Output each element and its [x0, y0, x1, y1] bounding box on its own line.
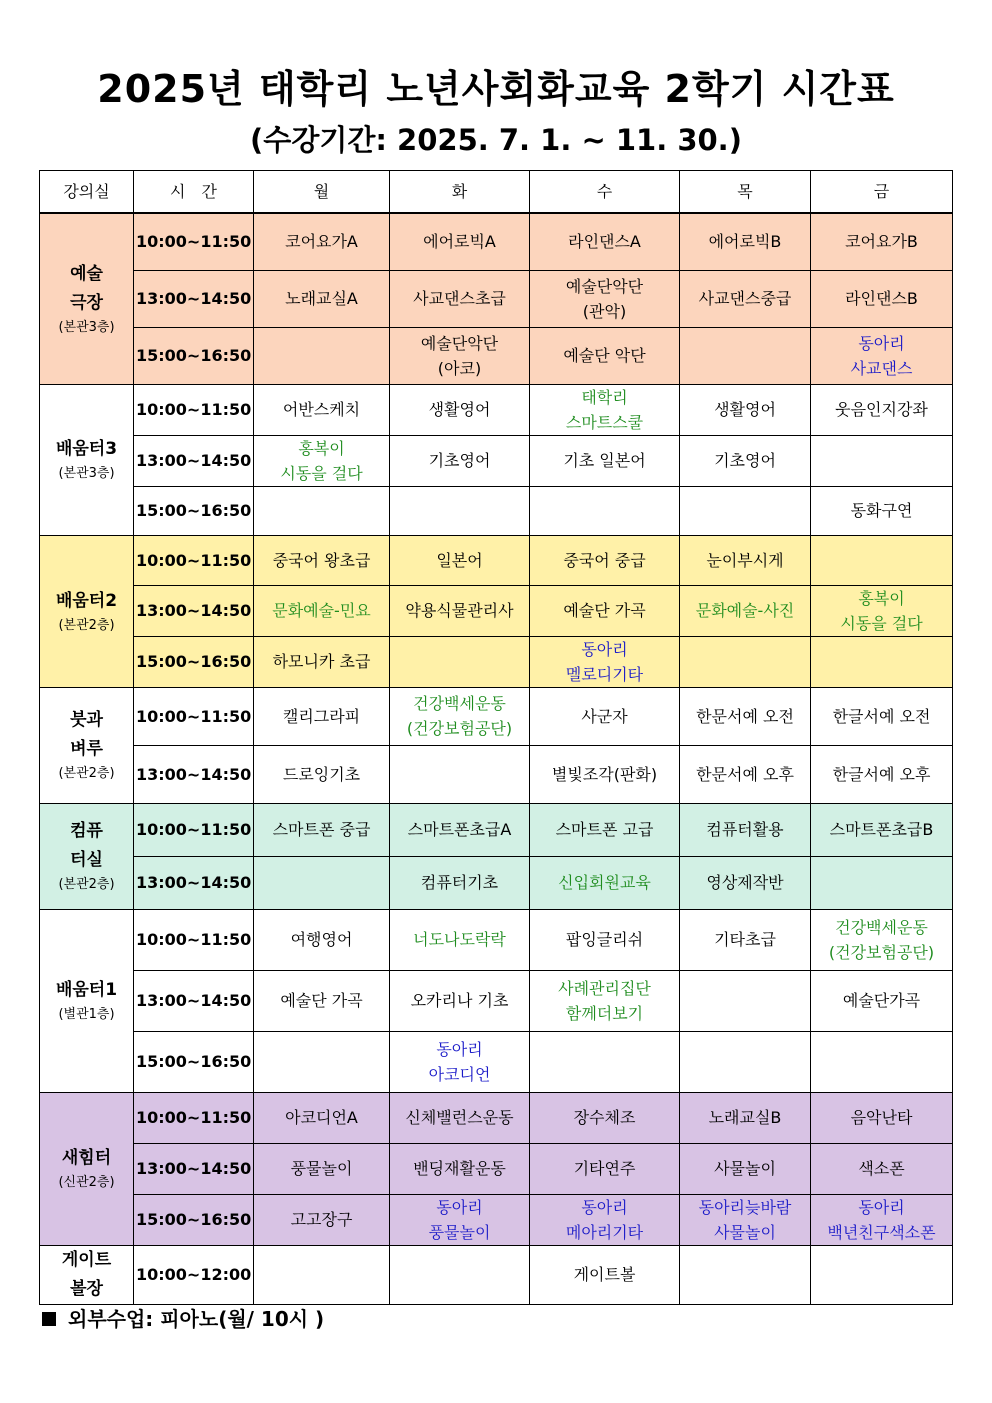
class-cell-mon: [254, 1194, 390, 1245]
class-name-line: 코어요가A: [285, 232, 358, 252]
class-name-line: 기초 일본어: [563, 451, 646, 470]
class-name-line: 예술단가곡: [842, 991, 921, 1010]
class-cell-thu: [680, 636, 811, 687]
class-cell-wed: [530, 486, 680, 535]
room-name-line: 볼장: [70, 1278, 103, 1299]
class-cell-tue: [390, 970, 530, 1031]
class-name-line: 하모니카 초급: [272, 652, 371, 671]
time-slot: 10:00~11:50: [134, 909, 254, 970]
room-name-line: 벼루: [70, 739, 103, 759]
class-cell-wed: [530, 535, 680, 585]
class-cell-wed: [530, 909, 680, 970]
class-cell-wed: [530, 1031, 680, 1092]
room-name-cell: [40, 1245, 134, 1304]
class-name-line: 아코디언A: [285, 1108, 358, 1127]
class-cell-mon: [254, 1031, 390, 1092]
class-name-line: 아코디언: [428, 1064, 491, 1084]
class-cell-mon: [254, 636, 390, 687]
class-name-line: 스마트폰초급A: [407, 820, 512, 839]
class-name-line: 드로잉기초: [282, 764, 361, 784]
room-name-line: 배움터3: [55, 439, 118, 459]
class-name-line: 기타초급: [714, 930, 776, 949]
class-cell-thu: [680, 1245, 811, 1304]
time-slot: 15:00~16:50: [134, 486, 254, 535]
class-name-line: 기타연주: [573, 1159, 636, 1178]
class-name-line: 일본어: [436, 550, 483, 570]
room-name-line: 극장: [70, 292, 103, 313]
class-name-line: 사례관리집단: [558, 978, 651, 998]
time-slot: 15:00~16:50: [134, 1031, 254, 1092]
class-name-line: 태학리: [581, 387, 628, 407]
class-name-line: 멜로디기타: [565, 664, 644, 684]
class-cell-fri: [811, 535, 953, 585]
class-cell-tue: [390, 1194, 530, 1245]
class-cell-fri: [811, 213, 953, 270]
header-wed: 수: [530, 171, 680, 214]
class-name-line: (건강보험공단): [828, 942, 935, 962]
class-name-line: 문화예술-사진: [695, 601, 795, 620]
class-cell-tue: [390, 384, 530, 435]
time-slot: 13:00~14:50: [134, 270, 254, 327]
class-name-line: (관악): [582, 301, 627, 321]
class-cell-thu: [680, 970, 811, 1031]
class-name-line: 장수체조: [573, 1108, 636, 1127]
class-cell-wed: [530, 327, 680, 384]
room-floor: (본관2층): [58, 877, 115, 892]
class-cell-tue: [390, 486, 530, 535]
class-cell-thu: [680, 1143, 811, 1194]
class-cell-thu: [680, 384, 811, 435]
class-name-line: 색소폰: [858, 1159, 905, 1178]
class-cell-tue: [390, 585, 530, 636]
class-name-line: 여행영어: [290, 930, 353, 949]
class-cell-thu: [680, 270, 811, 327]
class-name-line: 스마트폰 고급: [555, 820, 654, 839]
class-name-line: 영상제작반: [706, 873, 784, 892]
class-cell-fri: [811, 745, 953, 803]
class-cell-thu: [680, 909, 811, 970]
class-cell-fri: [811, 486, 953, 535]
class-cell-fri: [811, 909, 953, 970]
course-period: (수강기간: 2025. 7. 1. ~ 11. 30.): [250, 123, 742, 157]
room-name-line: 컴퓨: [70, 821, 103, 841]
class-cell-thu: [680, 687, 811, 745]
room-name-line: 게이트: [61, 1249, 112, 1270]
class-cell-wed: [530, 745, 680, 803]
room-name-cell: [40, 535, 134, 687]
class-name-line: 홍복이: [858, 588, 905, 608]
class-name-line: 예술단악단: [420, 333, 499, 353]
header-room: 강의실: [40, 171, 134, 214]
external-class-text: 외부수업: 피아노(월/ 10시 ): [68, 1307, 325, 1331]
class-cell-wed: [530, 435, 680, 486]
class-name-line: 동아리: [858, 333, 905, 353]
class-name-line: 라인댄스A: [568, 232, 641, 252]
class-cell-thu: [680, 1194, 811, 1245]
class-name-line: 한글서예 오후: [832, 764, 931, 784]
room-floor: (별관1층): [58, 1007, 115, 1022]
room-name-cell: [40, 384, 134, 535]
table-row: [40, 435, 953, 486]
class-name-line: 생활영어: [428, 400, 491, 419]
class-cell-fri: [811, 687, 953, 745]
class-name-line: 한글서예 오전: [832, 706, 931, 726]
class-cell-mon: [254, 327, 390, 384]
class-cell-fri: [811, 585, 953, 636]
class-cell-mon: [254, 486, 390, 535]
class-cell-mon: [254, 435, 390, 486]
class-cell-fri: [811, 1092, 953, 1143]
class-name-line: 웃음인지강좌: [835, 400, 928, 419]
class-name-line: 풍물놀이: [290, 1159, 353, 1178]
class-cell-fri: [811, 327, 953, 384]
class-name-line: 함께더보기: [565, 1003, 644, 1023]
class-cell-fri: [811, 856, 953, 909]
class-name-line: 약용식물관리사: [405, 601, 514, 620]
class-cell-thu: [680, 1031, 811, 1092]
timetable-header-row: [40, 171, 953, 214]
class-cell-mon: [254, 585, 390, 636]
class-name-line: 에어로빅B: [708, 232, 782, 252]
header-mon: 월: [254, 171, 390, 214]
class-name-line: 예술단악단: [565, 276, 644, 296]
header-tue: 화: [390, 171, 530, 214]
class-cell-tue: [390, 1031, 530, 1092]
class-cell-tue: [390, 535, 530, 585]
class-name-line: 생활영어: [714, 400, 776, 419]
time-slot: 13:00~14:50: [134, 1143, 254, 1194]
class-name-line: 라인댄스B: [845, 289, 918, 308]
table-row: [40, 803, 953, 856]
table-row: [40, 1031, 953, 1092]
room-name-cell: [40, 803, 134, 909]
room-name-cell: [40, 909, 134, 1092]
class-cell-mon: [254, 213, 390, 270]
class-cell-wed: [530, 856, 680, 909]
class-cell-tue: [390, 270, 530, 327]
class-name-line: 컴퓨터활용: [706, 820, 784, 839]
class-cell-mon: [254, 270, 390, 327]
class-name-line: (아코): [437, 358, 482, 378]
class-name-line: 기초영어: [714, 451, 776, 470]
class-name-line: 코어요가B: [845, 232, 918, 252]
class-cell-fri: [811, 435, 953, 486]
table-row: [40, 1194, 953, 1245]
class-name-line: 중국어 중급: [563, 550, 646, 570]
table-row: [40, 270, 953, 327]
class-name-line: 동아리: [436, 1197, 483, 1217]
class-name-line: 신체밸런스운동: [405, 1108, 514, 1127]
class-name-line: 동화구연: [850, 501, 913, 520]
room-name-line: 새힘터: [61, 1148, 112, 1168]
room-name-line: 붓과: [70, 710, 103, 730]
class-cell-tue: [390, 803, 530, 856]
class-cell-thu: [680, 435, 811, 486]
table-row: [40, 213, 953, 270]
room-name-line: 배움터1: [55, 980, 118, 1000]
room-floor: (신관2층): [58, 1175, 115, 1190]
time-slot: 15:00~16:50: [134, 1194, 254, 1245]
class-name-line: 풍물놀이: [428, 1222, 491, 1242]
class-name-line: 스마트폰 중급: [272, 820, 371, 839]
table-row: [40, 585, 953, 636]
class-name-line: 밴딩재활운동: [413, 1159, 506, 1178]
class-name-line: 동아리: [436, 1039, 483, 1059]
class-name-line: 동아리: [581, 639, 628, 659]
table-row: [40, 909, 953, 970]
class-name-line: 스마트폰초급B: [829, 820, 934, 839]
class-cell-fri: [811, 970, 953, 1031]
time-slot: 13:00~14:50: [134, 585, 254, 636]
class-cell-tue: [390, 213, 530, 270]
table-row: [40, 486, 953, 535]
class-name-line: 고고장구: [290, 1210, 353, 1229]
class-cell-fri: [811, 384, 953, 435]
class-name-line: 홍복이: [298, 438, 345, 458]
class-cell-wed: [530, 803, 680, 856]
class-cell-fri: [811, 270, 953, 327]
class-name-line: 어반스케치: [282, 400, 361, 419]
room-name-cell: [40, 213, 134, 384]
class-cell-mon: [254, 1092, 390, 1143]
class-cell-fri: [811, 1031, 953, 1092]
table-row: [40, 535, 953, 585]
class-cell-thu: [680, 856, 811, 909]
room-name-line: 배움터2: [55, 590, 118, 611]
room-floor: (본관2층): [58, 617, 115, 633]
room-name-cell: [40, 1092, 134, 1245]
class-cell-tue: [390, 687, 530, 745]
class-name-line: 별빛조각(판화): [551, 764, 658, 784]
class-cell-mon: [254, 745, 390, 803]
class-cell-thu: [680, 486, 811, 535]
class-cell-thu: [680, 1092, 811, 1143]
class-name-line: 한문서예 오전: [696, 706, 794, 726]
class-name-line: 동아리: [858, 1197, 905, 1217]
class-name-line: 사교댄스초급: [413, 289, 506, 308]
class-cell-tue: [390, 1245, 530, 1304]
class-name-line: 백년친구색소폰: [827, 1222, 936, 1242]
class-cell-thu: [680, 803, 811, 856]
class-cell-wed: [530, 585, 680, 636]
table-row: [40, 856, 953, 909]
room-floor: (본관3층): [58, 319, 115, 335]
page-title: 2025년 태학리 노년사회화교육 2학기 시간표: [97, 67, 895, 111]
class-name-line: 예술단 가곡: [563, 601, 646, 620]
timetable-body: [40, 213, 953, 1304]
class-name-line: 게이트볼: [573, 1265, 636, 1284]
class-name-line: 캘리그라피: [282, 706, 361, 726]
time-slot: 10:00~11:50: [134, 803, 254, 856]
class-cell-tue: [390, 745, 530, 803]
time-slot: 15:00~16:50: [134, 636, 254, 687]
time-slot: 15:00~16:50: [134, 327, 254, 384]
time-slot: 13:00~14:50: [134, 970, 254, 1031]
class-name-line: 한문서예 오후: [696, 764, 794, 784]
class-cell-mon: [254, 909, 390, 970]
class-name-line: 사군자: [581, 706, 628, 726]
class-name-line: 건강백세운동: [413, 694, 506, 713]
time-slot: 13:00~14:50: [134, 856, 254, 909]
time-slot: 10:00~11:50: [134, 384, 254, 435]
class-name-line: 문화예술-민요: [272, 601, 371, 620]
class-cell-mon: [254, 856, 390, 909]
class-cell-mon: [254, 384, 390, 435]
class-cell-wed: [530, 1092, 680, 1143]
class-name-line: 사물놀이: [714, 1222, 776, 1242]
table-row: [40, 1092, 953, 1143]
room-floor: (본관2층): [58, 766, 115, 781]
class-cell-thu: [680, 745, 811, 803]
class-name-line: 동아리늦바람: [698, 1197, 792, 1217]
class-cell-wed: [530, 636, 680, 687]
class-cell-tue: [390, 1143, 530, 1194]
class-name-line: 예술단 악단: [563, 346, 646, 365]
class-name-line: 시동을 걸다: [840, 613, 923, 633]
class-name-line: 메아리기타: [565, 1222, 644, 1242]
class-name-line: 스마트스쿨: [565, 412, 644, 432]
class-cell-mon: [254, 1143, 390, 1194]
class-cell-fri: [811, 1245, 953, 1304]
class-name-line: 사물놀이: [714, 1159, 776, 1178]
class-name-line: (건강보험공단): [406, 719, 513, 738]
class-name-line: 노래교실A: [285, 289, 358, 308]
class-cell-mon: [254, 687, 390, 745]
time-slot: 10:00~12:00: [134, 1245, 254, 1304]
time-slot: 10:00~11:50: [134, 535, 254, 585]
table-row: [40, 636, 953, 687]
class-cell-tue: [390, 909, 530, 970]
table-row: [40, 327, 953, 384]
timetable: [39, 170, 953, 1305]
table-row: [40, 970, 953, 1031]
header-thu: 목: [680, 171, 811, 214]
room-name-cell: [40, 687, 134, 803]
header-time: 시 간: [134, 171, 254, 214]
table-row: [40, 1143, 953, 1194]
class-name-line: 오카리나 기초: [410, 991, 509, 1010]
class-cell-thu: [680, 535, 811, 585]
class-cell-wed: [530, 1245, 680, 1304]
class-cell-fri: [811, 1143, 953, 1194]
class-cell-mon: [254, 1245, 390, 1304]
time-slot: 10:00~11:50: [134, 1092, 254, 1143]
time-slot: 10:00~11:50: [134, 213, 254, 270]
class-name-line: 중국어 왕초급: [272, 550, 371, 570]
class-name-line: 시동을 걸다: [280, 463, 363, 483]
class-name-line: 동아리: [581, 1197, 628, 1217]
external-class-note: [42, 1303, 324, 1332]
class-cell-wed: [530, 1194, 680, 1245]
time-slot: 13:00~14:50: [134, 745, 254, 803]
class-name-line: 컴퓨터기초: [420, 873, 499, 892]
class-name-line: 너도나도락락: [413, 930, 506, 949]
class-cell-fri: [811, 636, 953, 687]
class-name-line: 건강백세운동: [835, 917, 928, 937]
class-cell-mon: [254, 970, 390, 1031]
class-cell-wed: [530, 213, 680, 270]
class-name-line: 기초영어: [428, 451, 491, 470]
class-name-line: 신입회원교육: [558, 873, 651, 892]
class-cell-tue: [390, 636, 530, 687]
class-cell-wed: [530, 270, 680, 327]
class-cell-wed: [530, 1143, 680, 1194]
class-cell-tue: [390, 1092, 530, 1143]
class-cell-wed: [530, 970, 680, 1031]
class-cell-tue: [390, 435, 530, 486]
class-cell-thu: [680, 213, 811, 270]
table-row: [40, 687, 953, 745]
table-row: [40, 1245, 953, 1304]
table-row: [40, 384, 953, 435]
time-slot: 13:00~14:50: [134, 435, 254, 486]
class-name-line: 사교댄스중급: [698, 289, 792, 308]
class-cell-wed: [530, 384, 680, 435]
room-name-line: 터실: [70, 850, 103, 870]
class-cell-tue: [390, 856, 530, 909]
class-name-line: 눈이부시게: [706, 550, 784, 570]
room-name-line: 예술: [70, 263, 103, 284]
class-cell-thu: [680, 585, 811, 636]
table-row: [40, 745, 953, 803]
class-cell-fri: [811, 1194, 953, 1245]
class-name-line: 팝잉글리쉬: [565, 930, 644, 949]
time-slot: 10:00~11:50: [134, 687, 254, 745]
room-floor: (본관3층): [58, 466, 115, 481]
class-cell-wed: [530, 687, 680, 745]
class-cell-mon: [254, 535, 390, 585]
class-name-line: 예술단 가곡: [280, 991, 363, 1010]
class-name-line: 사교댄스: [850, 358, 913, 378]
square-bullet-icon: [42, 1312, 56, 1326]
class-name-line: 에어로빅A: [423, 232, 496, 252]
class-cell-tue: [390, 327, 530, 384]
header-fri: 금: [811, 171, 953, 214]
class-name-line: 음악난타: [850, 1108, 913, 1127]
class-cell-fri: [811, 803, 953, 856]
class-name-line: 노래교실B: [708, 1108, 782, 1127]
class-cell-thu: [680, 327, 811, 384]
class-cell-mon: [254, 803, 390, 856]
